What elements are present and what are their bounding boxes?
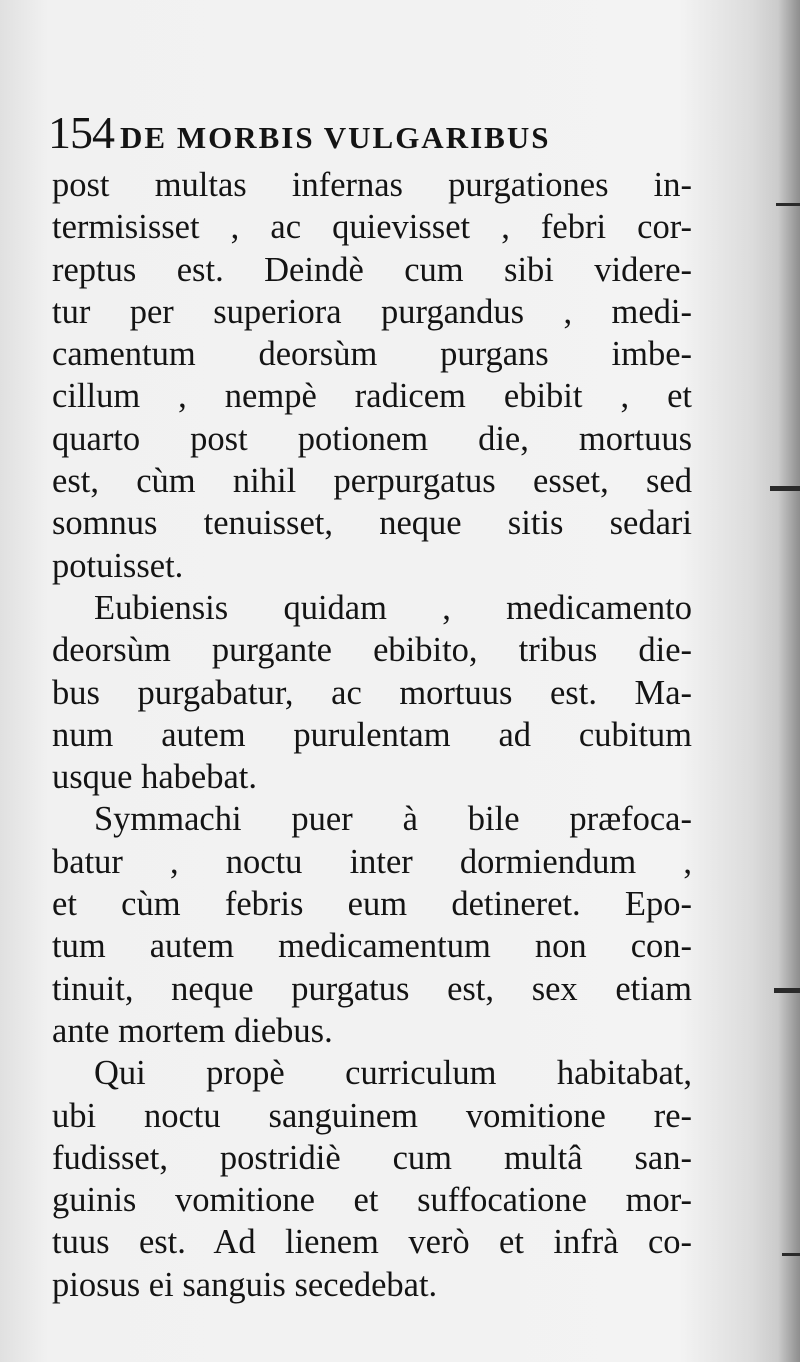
paragraph-end-line: ante mortem diebus. xyxy=(52,1011,333,1050)
text-line: termisisset , ac quievisset , febri cor- xyxy=(52,208,692,247)
text-line: fudisset, postridiè cum multâ san- xyxy=(52,1138,692,1177)
paragraph-end-line: usque habebat. xyxy=(52,758,258,797)
text-line: tinuit, neque purgatus est, sex etiam xyxy=(52,969,692,1008)
margin-tick-mark xyxy=(770,486,800,491)
text-line: num autem purulentam ad cubitum xyxy=(52,715,692,754)
text-line: tum autem medicamentum non con- xyxy=(52,927,692,966)
text-line: et cùm febris eum detineret. Epo- xyxy=(52,885,692,924)
body-text xyxy=(52,164,692,1306)
text-line: bus purgabatur, ac mortuus est. Ma- xyxy=(52,673,692,712)
text-line: ubi noctu sanguinem vomitione re- xyxy=(52,1096,692,1135)
text-line: post multas infernas purgationes in- xyxy=(52,166,692,204)
page-number: 154 xyxy=(48,107,114,158)
text-line: deorsùm purgante ebibito, tribus die- xyxy=(52,631,692,670)
text-line: est, cùm nihil perpurgatus esset, sed xyxy=(52,462,692,501)
running-head: DE MORBIS VULGARIBUS xyxy=(120,120,551,155)
paragraph-end-line: piosus ei sanguis secedebat. xyxy=(52,1265,438,1304)
text-line: somnus tenuisset, neque sitis sedari xyxy=(52,504,692,543)
paragraph-start-line: Symmachi puer à bile præfoca- xyxy=(94,800,692,839)
margin-tick-mark xyxy=(776,203,800,206)
text-line: cillum , nempè radicem ebibit , et xyxy=(52,377,692,416)
paragraph-start-line: Qui propè curriculum habitabat, xyxy=(94,1054,692,1093)
text-line: guinis vomitione et suffocatione mor- xyxy=(52,1181,692,1220)
paragraph-end-line: potuisset. xyxy=(52,546,184,585)
paragraph-start-line: Eubiensis quidam , medicamento xyxy=(94,588,692,627)
text-line: camentum deorsùm purgans imbe- xyxy=(52,335,692,374)
text-line: tuus est. Ad lienem verò et infrà co- xyxy=(52,1223,692,1262)
margin-tick-mark xyxy=(774,988,800,993)
margin-tick-mark xyxy=(782,1253,800,1256)
text-line: reptus est. Deindè cum sibi videre- xyxy=(52,250,692,289)
text-line: batur , noctu inter dormiendum , xyxy=(52,842,692,881)
text-line: tur per superiora purgandus , medi- xyxy=(52,292,692,331)
page-header xyxy=(48,106,550,159)
text-line: quarto post potionem die, mortuus xyxy=(52,419,692,458)
